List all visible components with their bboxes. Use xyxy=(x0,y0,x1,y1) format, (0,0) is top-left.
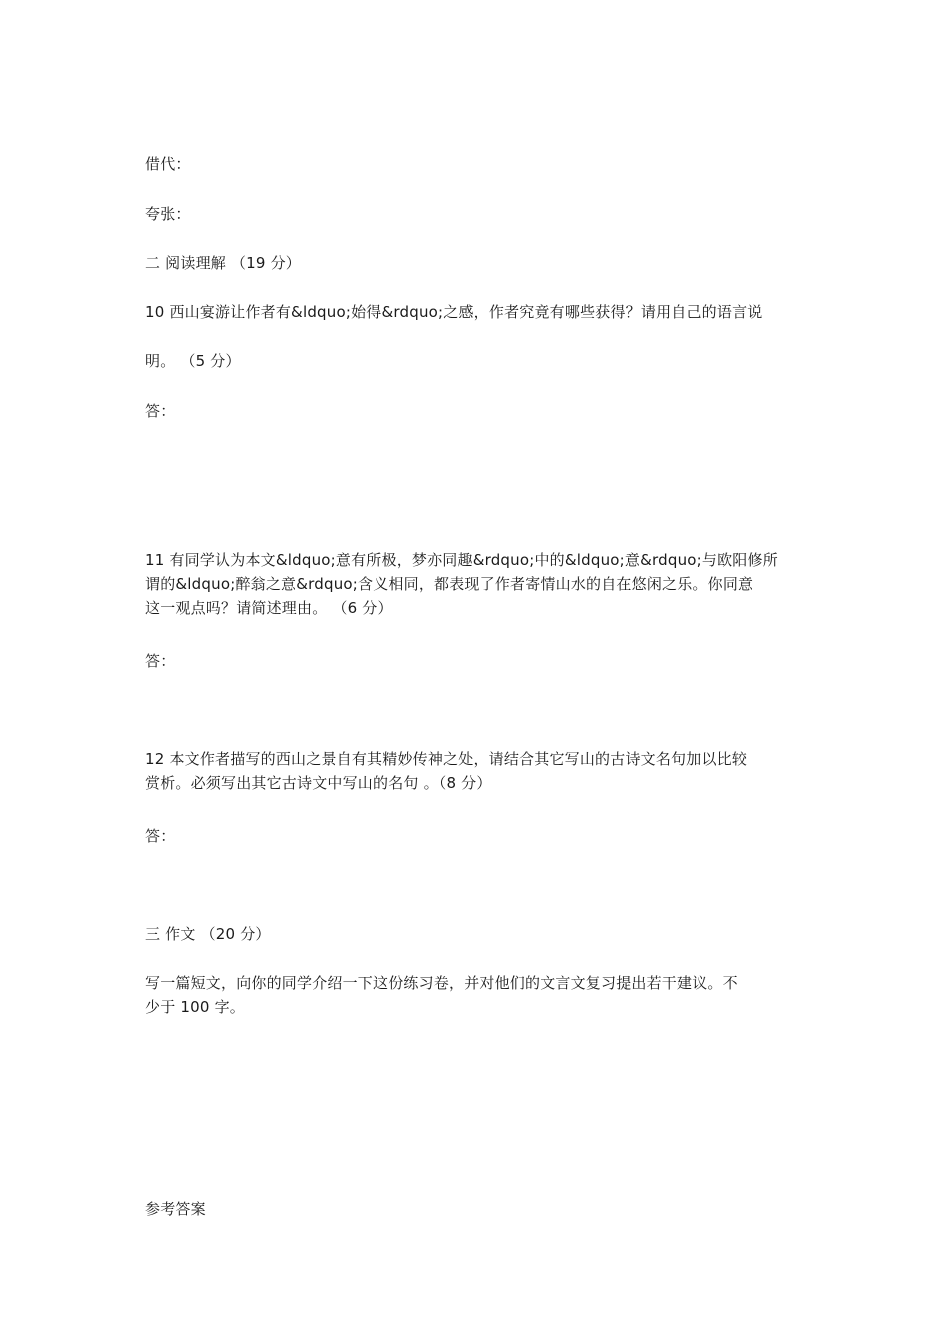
kuazhang-label: 夸张： xyxy=(145,205,191,223)
question-12-answer-label: 答： xyxy=(145,827,176,845)
question-10-line-2: 明。 （5 分） xyxy=(145,352,241,370)
essay-prompt-line-1: 写一篇短文，向你的同学介绍一下这份练习卷，并对他们的文言文复习提出若干建议。不 xyxy=(145,974,738,992)
section-reading-heading: 二 阅读理解 （19 分） xyxy=(145,254,301,272)
question-10-line-1: 10 西山宴游让作者有&ldquo;始得&rdquo;之感，作者究竟有哪些获得？请用自己的语言说 xyxy=(145,303,763,321)
reference-answers-heading: 参考答案 xyxy=(145,1200,206,1218)
question-11-answer-label: 答： xyxy=(145,652,176,670)
question-11-line-3: 这一观点吗？请简述理由。 （6 分） xyxy=(145,599,393,617)
essay-prompt-line-2: 少于 100 字。 xyxy=(145,998,245,1016)
section-essay-heading: 三 作文 （20 分） xyxy=(145,925,271,943)
question-10-answer-label: 答： xyxy=(145,402,176,420)
question-11-line-1: 11 有同学认为本文&ldquo;意有所极，梦亦同趣&rdquo;中的&ldquo;意&rdquo;与欧阳修所 xyxy=(145,551,778,569)
question-12-line-2: 赏析。必须写出其它古诗文中写山的名句 。（8 分） xyxy=(145,774,492,792)
jiedai-label: 借代： xyxy=(145,155,191,173)
question-11-line-2: 谓的&ldquo;醉翁之意&rdquo;含义相同，都表现了作者寄情山水的自在悠闲之乐。你同意 xyxy=(145,575,754,593)
essay-prompt xyxy=(145,971,815,1019)
question-12-text xyxy=(145,747,815,795)
question-11-text xyxy=(145,548,815,620)
question-12-line-1: 12 本文作者描写的西山之景自有其精妙传神之处，请结合其它写山的古诗文名句加以比较 xyxy=(145,750,748,768)
